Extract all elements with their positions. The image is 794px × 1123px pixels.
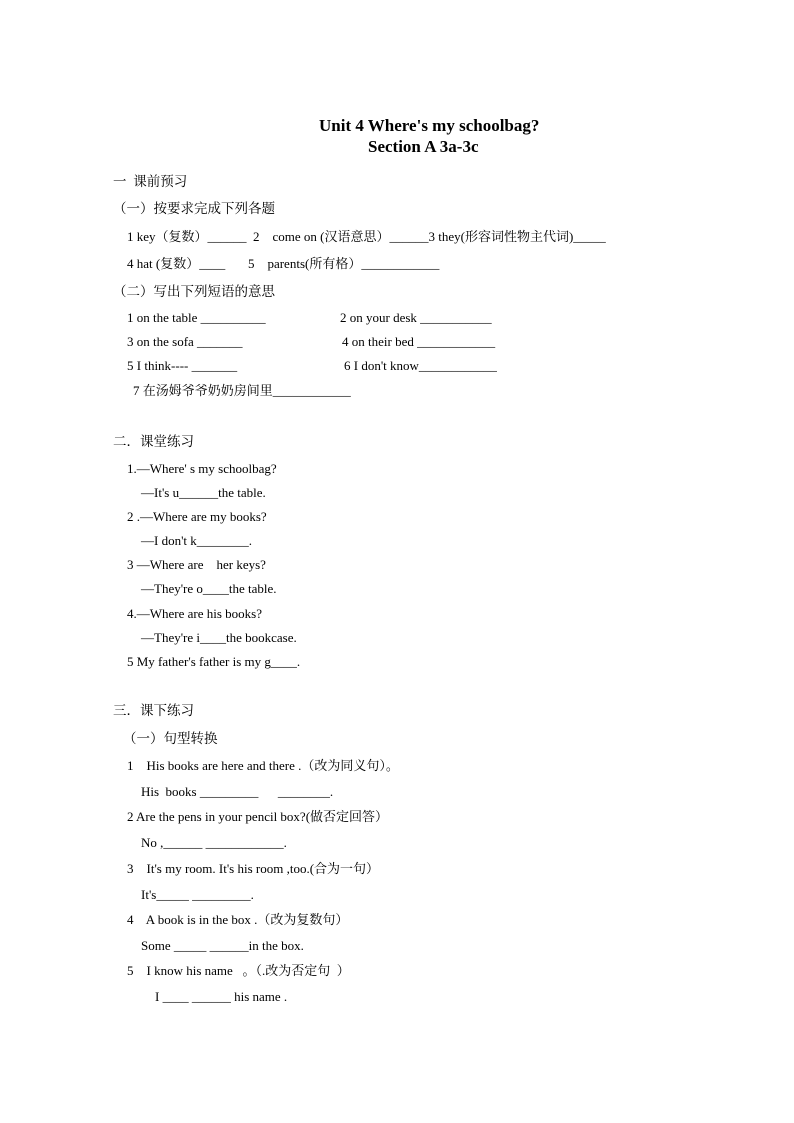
exercise-line: —They're o____the table. <box>141 581 277 596</box>
exercise-line: 4 hat (复数）____ 5 parents(所有格）____________ <box>127 256 440 271</box>
exercise-line: 7 在汤姆爷爷奶奶房间里____________ <box>133 383 351 398</box>
exercise-line: —I don't k________. <box>141 533 253 548</box>
exercise-line: 4 on their bed ____________ <box>342 334 496 349</box>
exercise-line: 3 —Where are her keys? <box>127 557 266 572</box>
exercise-line: 5 I know his name 。（.改为否定句 ） <box>127 963 350 978</box>
exercise-line: 5 My father's father is my g____. <box>127 654 301 669</box>
exercise-line: 1 His books are here and there .（改为同义句）。 <box>127 758 399 773</box>
exercise-line: 1 key（复数）______ 2 come on (汉语意思）______3 they(形容词性物主代词)_____ <box>127 229 606 244</box>
exercise-line: 6 I don't know____________ <box>344 358 497 373</box>
page-title: Unit 4 Where's my schoolbag? <box>319 116 540 135</box>
exercise-line: No ,______ ____________. <box>141 835 287 850</box>
exercise-line: —They're i____the bookcase. <box>141 630 297 645</box>
subsection-heading: （一）按要求完成下列各题 <box>113 201 275 216</box>
exercise-line: 4.—Where are his books? <box>127 606 263 621</box>
exercise-line: His books _________ ________. <box>141 784 334 799</box>
subsection-heading: （一）句型转换 <box>123 731 218 746</box>
exercise-line: —It's u______the table. <box>141 485 266 500</box>
exercise-line: It's_____ _________. <box>141 887 254 902</box>
exercise-line: 1.—Where' s my schoolbag? <box>127 461 277 476</box>
exercise-line: 2 .—Where are my books? <box>127 509 267 524</box>
exercise-line: 3 It's my room. It's his room ,too.(合为一句） <box>127 861 380 876</box>
exercise-line: 2 on your desk ___________ <box>340 310 492 325</box>
subsection-heading: （二）写出下列短语的意思 <box>113 284 275 299</box>
exercise-line: I ____ ______ his name . <box>155 989 288 1004</box>
exercise-line: 1 on the table __________ <box>127 310 266 325</box>
exercise-line: 3 on the sofa _______ <box>127 334 243 349</box>
page-subtitle: Section A 3a-3c <box>368 137 479 156</box>
exercise-line: 5 I think---- _______ <box>127 358 238 373</box>
exercise-line: Some _____ ______in the box. <box>141 938 304 953</box>
exercise-line: 2 Are the pens in your pencil box?(做否定回答） <box>127 809 389 824</box>
section-heading-1: 一 课前预习 <box>113 174 188 189</box>
section-heading-3: 三．课下练习 <box>113 703 194 718</box>
exercise-line: 4 A book is in the box .（改为复数句） <box>127 912 349 927</box>
section-heading-2: 二．课堂练习 <box>113 434 194 449</box>
